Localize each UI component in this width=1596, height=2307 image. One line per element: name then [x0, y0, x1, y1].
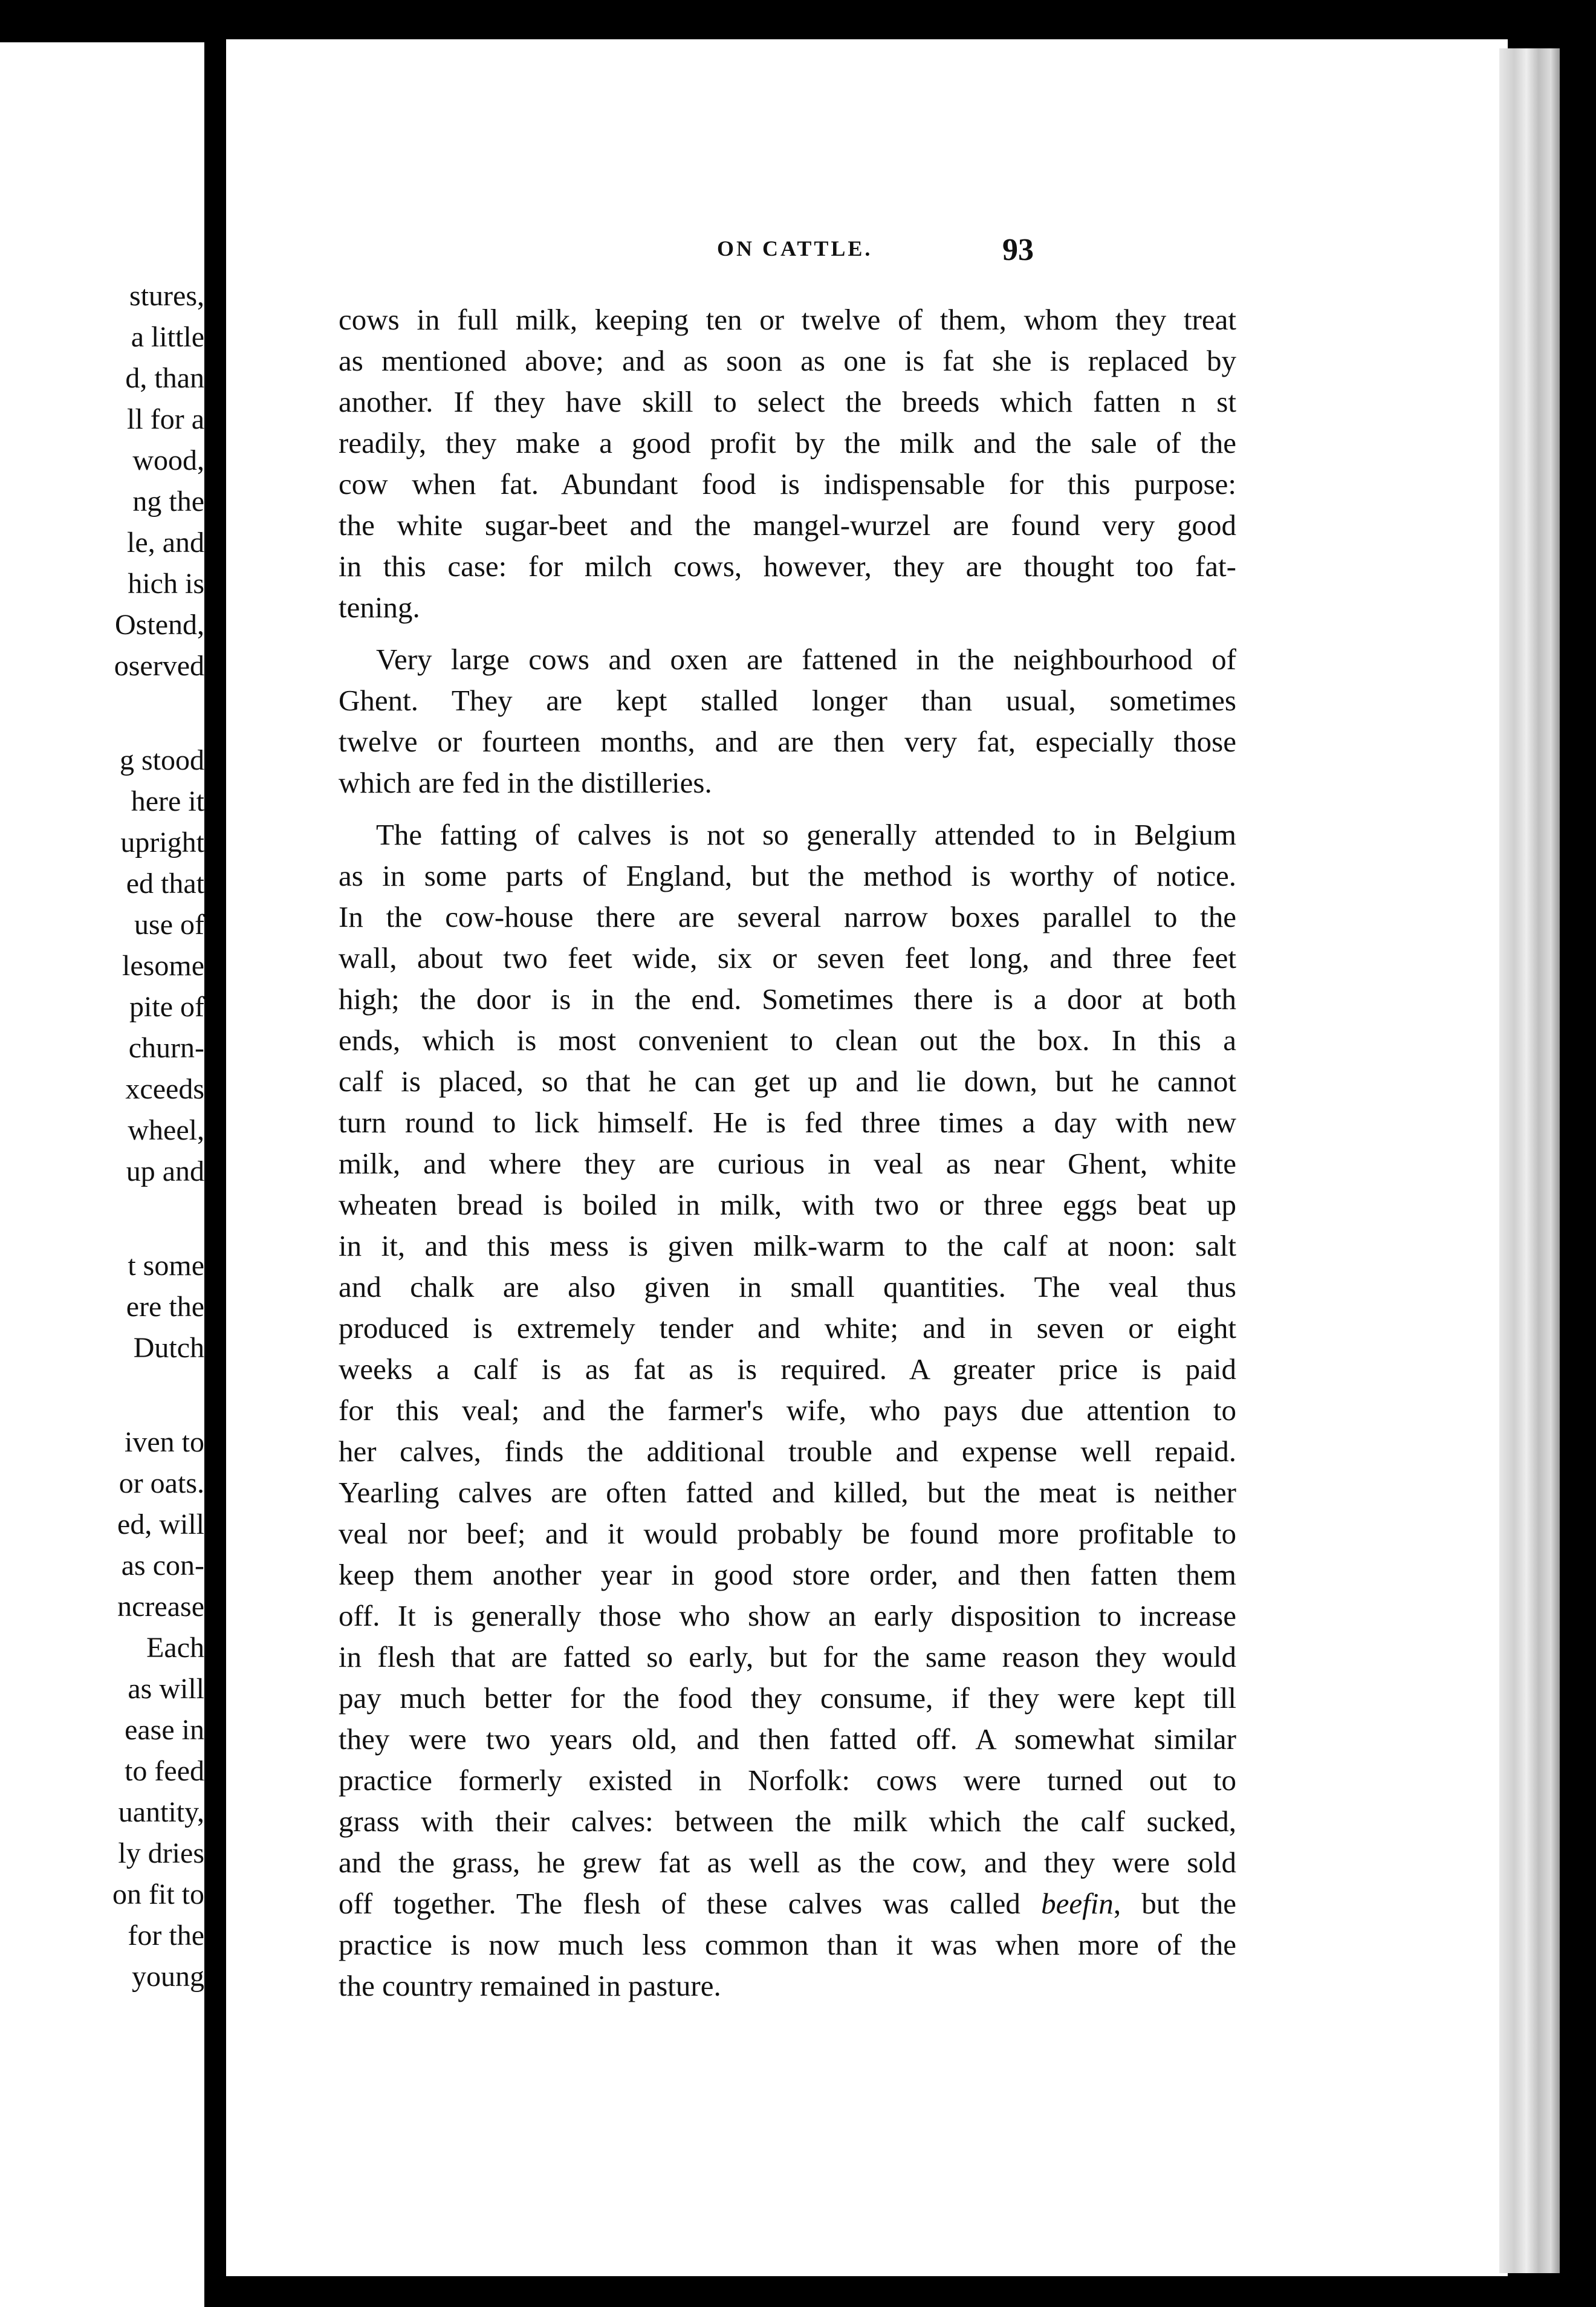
left-page-line: Each: [146, 1632, 204, 1664]
text-line: the white sugar-beet and the mangel-wurzel are found very good: [339, 508, 1236, 542]
left-page-line: le, and: [127, 527, 204, 559]
left-page-line: Ostend,: [115, 609, 204, 641]
left-page-line: wood,: [132, 444, 204, 476]
text-line: wheaten bread is boiled in milk, with two or three eggs beat up: [339, 1188, 1236, 1221]
text-line: Ghent. They are kept stalled longer than usual, sometimes: [339, 684, 1236, 717]
text-line: ends, which is most convenient to clean out the box. In this a: [339, 1024, 1236, 1057]
text-line: pay much better for the food they consume, if they were kept till: [339, 1681, 1236, 1715]
left-page-line: as will: [128, 1673, 204, 1705]
text-line: twelve or fourteen months, and are then very fat, especially those: [339, 725, 1236, 758]
text-line: as mentioned above; and as soon as one is fat she is replaced by: [339, 344, 1236, 377]
book-gutter: [204, 0, 226, 2307]
left-page-line: to feed: [125, 1755, 204, 1787]
text-line: turn round to lick himself. He is fed three times a day with new: [339, 1106, 1236, 1139]
text-line: high; the door is in the end. Sometimes there is a door at both: [339, 982, 1236, 1016]
left-page-line: ng the: [132, 485, 204, 518]
text-line: as in some parts of England, but the method is worthy of notice.: [339, 859, 1236, 892]
text-line: they were two years old, and then fatted off. A somewhat similar: [339, 1722, 1236, 1756]
running-head-title: ON CATTLE.: [717, 236, 873, 261]
left-page-line: ed that: [126, 868, 204, 900]
left-page-line: pite of: [129, 991, 204, 1023]
text-line: wall, about two feet wide, six or seven feet long, and three feet: [339, 941, 1236, 975]
left-page-line: ll for a: [127, 403, 204, 435]
text-line: cow when fat. Abundant food is indispensable for this purpose:: [339, 467, 1236, 501]
text-line: veal nor beef; and it would probably be found more profitable to: [339, 1517, 1236, 1550]
left-page-line: oserved: [114, 650, 204, 682]
left-page-line: ncrease: [117, 1591, 204, 1623]
text-line: produced is extremely tender and white; and in seven or eight: [339, 1311, 1236, 1345]
left-page-line: as con-: [121, 1549, 204, 1582]
text-line: milk, and where they are curious in veal as near Ghent, white: [339, 1147, 1236, 1180]
text-line: which are fed in the distilleries.: [339, 766, 712, 799]
left-page-line: Dutch: [133, 1332, 204, 1364]
text-line: and chalk are also given in small quantities. The veal thus: [339, 1270, 1236, 1303]
text-line: in flesh that are fatted so early, but for the same reason they would: [339, 1640, 1236, 1673]
text-line: off. It is generally those who show an early disposition to increase: [339, 1599, 1236, 1632]
left-page-line: wheel,: [128, 1114, 204, 1146]
left-page-line: uantity,: [118, 1796, 204, 1828]
text-line: weeks a calf is as fat as is required. A greater price is paid: [339, 1352, 1236, 1386]
text-line: practice formerly existed in Norfolk: cows were turned out to: [339, 1764, 1236, 1797]
left-page-line: t some: [128, 1250, 204, 1282]
left-page-line: a little: [131, 321, 204, 353]
left-page-line: ere the: [126, 1291, 204, 1323]
running-head: [490, 233, 1034, 272]
left-page-line: iven to: [125, 1426, 204, 1458]
text-line: tening.: [339, 591, 420, 624]
left-page-line: churn-: [128, 1032, 204, 1064]
left-page-line: here it: [131, 785, 204, 817]
text-line: another. If they have skill to select the breeds which fatten n st: [339, 385, 1236, 418]
text-line: practice is now much less common than it was when more of the: [339, 1928, 1236, 1961]
text-line: her calves, finds the additional trouble and expense well repaid.: [339, 1435, 1236, 1468]
page-edges: [1499, 48, 1560, 2273]
left-page-line: ed, will: [117, 1508, 204, 1540]
text-line: Very large cows and oxen are fattened in the neighbourhood of: [376, 643, 1236, 676]
left-page-line: xceeds: [125, 1073, 204, 1105]
text-line: grass with their calves: between the milk which the calf sucked,: [339, 1805, 1236, 1838]
left-page-line: ease in: [125, 1714, 204, 1746]
left-page-line: upright: [120, 826, 204, 858]
text-line: cows in full milk, keeping ten or twelve of them, whom they treat: [339, 303, 1236, 336]
left-page-line: hich is: [128, 568, 204, 600]
page-number: 93: [1002, 233, 1034, 267]
text-line: Yearling calves are often fatted and killed, but the meat is neither: [339, 1476, 1236, 1509]
left-page-line: for the: [128, 1919, 204, 1952]
text-line: in it, and this mess is given milk-warm to the calf at noon: salt: [339, 1229, 1236, 1262]
left-page-line: or oats.: [118, 1467, 204, 1499]
left-page-line: ly dries: [118, 1837, 204, 1869]
text-line: and the grass, he grew fat as well as the cow, and they were sold: [339, 1846, 1236, 1879]
left-page-line: up and: [126, 1155, 204, 1187]
left-page-line: young: [132, 1961, 204, 1993]
text-line: readily, they make a good profit by the milk and the sale of the: [339, 426, 1236, 459]
left-page-line: on fit to: [112, 1878, 204, 1910]
left-page-line: use of: [134, 909, 204, 941]
left-page-line: lesome: [122, 950, 204, 982]
body-text: [339, 299, 1236, 2007]
text-line: off together. The flesh of these calves was called beefin, but the: [339, 1887, 1237, 1920]
text-line: in this case: for milch cows, however, they are thought too fat-: [339, 550, 1236, 583]
left-page-line: d, than: [125, 362, 204, 394]
left-page-fragment: [0, 42, 204, 2307]
text-line: In the cow-house there are several narrow boxes parallel to the: [339, 900, 1236, 933]
text-line: The fatting of calves is not so generally attended to in Belgium: [376, 818, 1236, 851]
text-line: the country remained in pasture.: [339, 1969, 721, 2002]
text-line: for this veal; and the farmer's wife, who pays due attention to: [339, 1394, 1236, 1427]
text-line: calf is placed, so that he can get up and lie down, but he cannot: [339, 1065, 1236, 1098]
text-line: keep them another year in good store order, and then fatten them: [339, 1558, 1236, 1591]
left-page-line: g stood: [119, 744, 204, 776]
left-page-line: stures,: [129, 280, 204, 312]
